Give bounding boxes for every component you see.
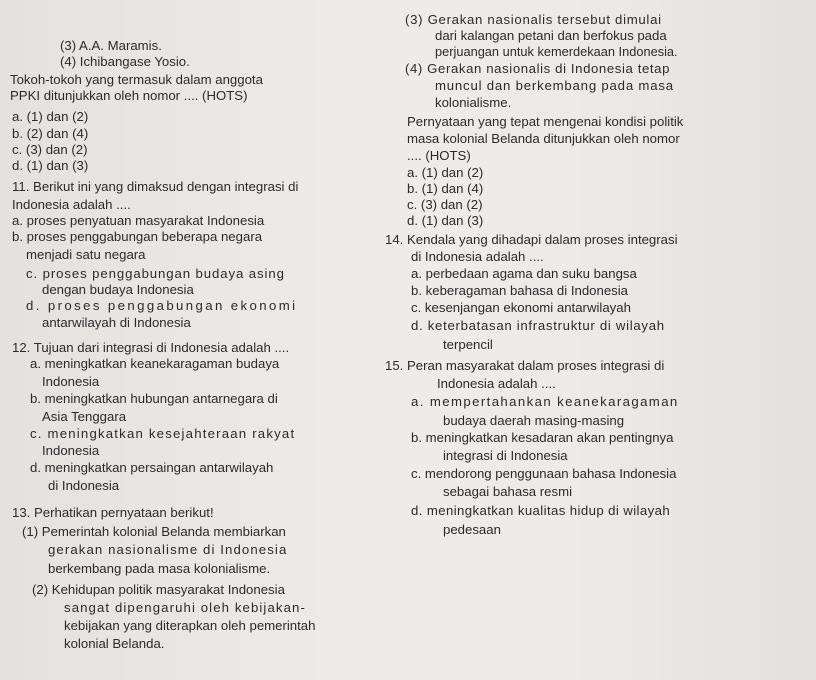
q15-answer-a-line-2: budaya daerah masing-masing: [443, 413, 625, 428]
q13-statement-2-line-2: sangat dipengaruhi oleh kebijakan-: [64, 600, 306, 615]
q11-answer-d-line-2: antarwilayah di Indonesia: [42, 315, 191, 330]
q13-statement-2-line-4: kolonial Belanda.: [64, 636, 165, 651]
q10-answer-a: a. (1) dan (2): [12, 109, 89, 124]
q13-answer-c: c. (3) dan (2): [407, 197, 483, 212]
q13-answer-b: b. (1) dan (4): [407, 181, 484, 196]
q11-answer-d-line-1: d. proses penggabungan ekonomi: [26, 298, 298, 313]
q12-answer-d-line-2: di Indonesia: [48, 478, 120, 493]
q11-answer-a: a. proses penyatuan masyarakat Indonesia: [12, 213, 265, 228]
q10-option-4: (4) Ichibangase Yosio.: [60, 54, 190, 69]
q15-stem-line-2: Indonesia adalah ....: [437, 376, 556, 391]
q15-answer-b-line-1: b. meningkatkan kesadaran akan pentingnya: [411, 430, 674, 445]
q13-statement-1-line-2: gerakan nasionalisme di Indonesia: [48, 542, 288, 557]
q13-answer-d: d. (1) dan (3): [407, 213, 484, 228]
q13-statement-2-line-3: kebijakan yang diterapkan oleh pemerintah: [64, 618, 316, 633]
q11-stem-line-1: 11. Berikut ini yang dimaksud dengan integrasi di: [12, 179, 299, 194]
q15-answer-d-line-1: d. meningkatkan kualitas hidup di wilayah: [411, 503, 671, 518]
q11-stem-line-2: Indonesia adalah ....: [12, 197, 131, 212]
q12-answer-b-line-1: b. meningkatkan hubungan antarnegara di: [30, 391, 278, 406]
q13-statement-3-line-1: (3) Gerakan nasionalis tersebut dimulai: [405, 12, 662, 27]
q13-statement-1-line-1: (1) Pemerintah kolonial Belanda membiarkan: [22, 524, 286, 539]
q11-answer-c-line-1: c. proses penggabungan budaya asing: [26, 266, 285, 281]
q14-answer-d-line-2: terpencil: [443, 337, 493, 352]
q12-answer-a-line-2: Indonesia: [42, 374, 100, 389]
q13-prompt-line-2: masa kolonial Belanda ditunjukkan oleh nomor: [407, 131, 680, 146]
q13-statement-1-line-3: berkembang pada masa kolonialisme.: [48, 561, 271, 576]
q13-stem: 13. Perhatikan pernyataan berikut!: [12, 505, 214, 520]
q11-answer-b-line-2: menjadi satu negara: [26, 247, 146, 262]
q15-answer-b-line-2: integrasi di Indonesia: [443, 448, 568, 463]
q10-stem-line-1: Tokoh-tokoh yang termasuk dalam anggota: [10, 72, 263, 87]
q10-answer-d: d. (1) dan (3): [12, 158, 89, 173]
q10-option-3: (3) A.A. Maramis.: [60, 38, 162, 53]
q14-answer-a: a. perbedaan agama dan suku bangsa: [411, 266, 637, 281]
q13-statement-4-line-3: kolonialisme.: [435, 95, 512, 110]
q14-stem-line-1: 14. Kendala yang dihadapi dalam proses integrasi: [385, 232, 678, 247]
q14-answer-d-line-1: d. keterbatasan infrastruktur di wilayah: [411, 318, 665, 333]
q13-prompt-line-3: .... (HOTS): [407, 148, 471, 163]
q15-answer-a-line-1: a. mempertahankan keanekaragaman: [411, 394, 679, 409]
q13-statement-3-line-3: perjuangan untuk kemerdekaan Indonesia.: [435, 44, 678, 59]
q10-answer-b: b. (2) dan (4): [12, 126, 89, 141]
q13-prompt-line-1: Pernyataan yang tepat mengenai kondisi politik: [407, 114, 684, 129]
q14-answer-b: b. keberagaman bahasa di Indonesia: [411, 283, 629, 298]
q12-answer-b-line-2: Asia Tenggara: [42, 409, 127, 424]
q15-answer-c-line-2: sebagai bahasa resmi: [443, 484, 573, 499]
q13-statement-2-line-1: (2) Kehidupan politik masyarakat Indonesia: [32, 582, 285, 597]
q12-stem: 12. Tujuan dari integrasi di Indonesia adalah ....: [12, 340, 290, 355]
q13-statement-4-line-1: (4) Gerakan nasionalis di Indonesia tetap: [405, 61, 671, 76]
q15-answer-d-line-2: pedesaan: [443, 522, 501, 537]
q10-stem-line-2: PPKI ditunjukkan oleh nomor .... (HOTS): [10, 88, 248, 103]
q15-answer-c-line-1: c. mendorong penggunaan bahasa Indonesia: [411, 466, 677, 481]
q12-answer-c-line-1: c. meningkatkan kesejahteraan rakyat: [30, 426, 296, 441]
q10-answer-c: c. (3) dan (2): [12, 142, 88, 157]
q15-stem-line-1: 15. Peran masyarakat dalam proses integrasi di: [385, 358, 665, 373]
q12-answer-c-line-2: Indonesia: [42, 443, 100, 458]
q14-stem-line-2: di Indonesia adalah ....: [411, 249, 544, 264]
q14-answer-c: c. kesenjangan ekonomi antarwilayah: [411, 300, 631, 315]
q13-answer-a: a. (1) dan (2): [407, 165, 484, 180]
q11-answer-c-line-2: dengan budaya Indonesia: [42, 282, 194, 297]
q11-answer-b-line-1: b. proses penggabungan beberapa negara: [12, 229, 263, 244]
q12-answer-a-line-1: a. meningkatkan keanekaragaman budaya: [30, 356, 280, 371]
q13-statement-4-line-2: muncul dan berkembang pada masa: [435, 78, 674, 93]
q13-statement-3-line-2: dari kalangan petani dan berfokus pada: [435, 28, 667, 43]
q12-answer-d-line-1: d. meningkatkan persaingan antarwilayah: [30, 460, 274, 475]
